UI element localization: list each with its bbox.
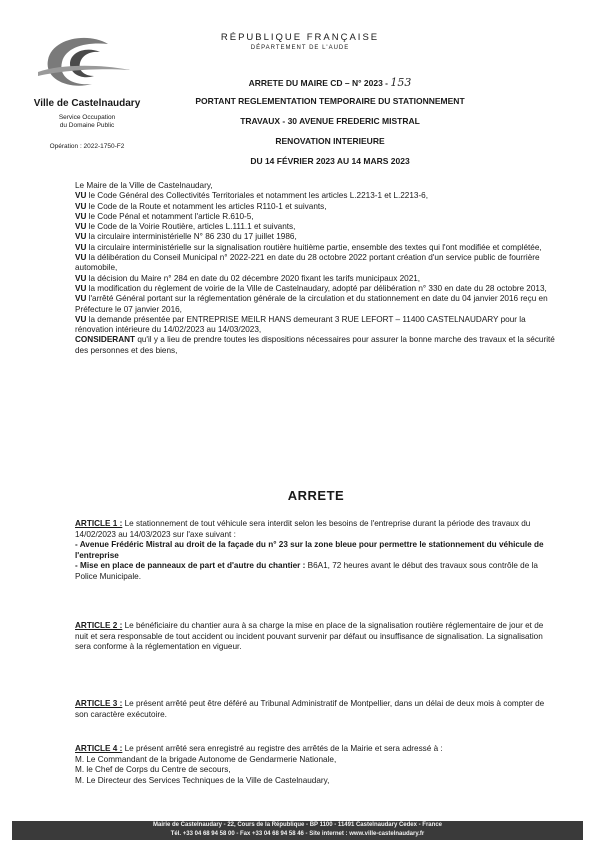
visa-item: VU le Code de la Route et notamment les articles R110-1 et suivants,	[75, 201, 327, 211]
visa-item: VU la demande présentée par ENTREPRISE MEILR HANS demeurant 3 RUE LEFORT – 11400 CASTELNAUDARY pour la rénovation intérieure du 14/02/2023 au 14/03/2023,	[75, 314, 526, 335]
considerant-item: CONSIDERANT qu'il y a lieu de prendre toutes les dispositions nécessaires pour assurer la bonne marche des travaux et la sécurité des personnes et des biens,	[75, 335, 555, 355]
visa-item: VU la délibération du Conseil Municipal n° 2022-221 en date du 28 octobre 2022 portant création d'un service public de fourrière automobile,	[75, 253, 540, 273]
arrete-heading: ARRETE	[287, 488, 345, 503]
arrete-number	[120, 76, 540, 89]
handwritten-number: 153	[390, 76, 412, 89]
article-extra: - Mise en place de panneaux de part et d'autre du chantier : B6A1, 72 heures avant le début des travaux sous contrôle de la Police Municipale.	[75, 561, 538, 581]
recipient-item: M. Le Directeur des Services Techniques de la Ville de Castelnaudary,	[75, 775, 330, 785]
service-line: du Domaine Public	[59, 122, 115, 129]
arrete-number-label: ARRETE DU MAIRE CD – N° 2023 -	[248, 78, 389, 88]
visa-item: VU le Code de la Voirie Routière, articles L.111.1 et suivants,	[75, 222, 296, 232]
footer-address: Mairie de Castelnaudary - 22, Cours de la République - BP 1100 - 11491 Castelnaudary Cedex - France	[152, 822, 442, 828]
article-bold-line: - Avenue Frédéric Mistral au droit de la façade du n° 23 sur la zone bleue pour permettre le stationnement du véhicule de l'entreprise	[75, 540, 544, 560]
service-line: Service Occupation	[58, 114, 116, 121]
visa-item: VU la circulaire interministérielle sur la signalisation routière huitième partie, ensemble des textes qui l'ont modifiée et complétée,	[75, 242, 542, 252]
title-line: RENOVATION INTERIEURE	[275, 136, 385, 146]
visa-item: VU la circulaire interministérielle N° 86 230 du 17 juillet 1986,	[75, 232, 297, 242]
article-1	[75, 519, 557, 582]
departement-heading: DÉPARTEMENT DE L'AUDE	[250, 45, 350, 51]
visa-section	[75, 181, 557, 356]
article-text: Le stationnement de tout véhicule sera interdit selon les besoins de l'entreprise durant la période des travaux du 14/02/2023 au 14/03/2023 sur l'axe suivant :	[75, 519, 531, 539]
visa-item: VU la modification du règlement de voirie de la Ville de Castelnaudary, adopté par délibération n° 330 en date du 28 octobre 2013,	[75, 283, 547, 293]
footer-bar	[12, 821, 583, 840]
footer-contact: Tél. +33 04 68 94 58 00 - Fax +33 04 68 94 58 46 - Site internet : www.ville-castelnaudary.fr	[170, 830, 425, 837]
article-label: ARTICLE 4 :	[75, 744, 123, 753]
visa-item: VU l'arrêté Général portant sur la réglementation générale de la circulation et du stationnement en date du 04 janvier 2016 reçu en Préfecture le 07 janvier 2016,	[75, 294, 548, 314]
visa-item: VU la décision du Maire n° 284 en date du 02 décembre 2020 fixant les tarifs municipaux 2021,	[75, 273, 421, 283]
city-name: Ville de Castelnaudary	[33, 98, 141, 109]
article-label: ARTICLE 1 :	[75, 519, 123, 528]
article-label: ARTICLE 2 :	[75, 621, 123, 630]
title-line: DU 14 FÉVRIER 2023 AU 14 MARS 2023	[250, 156, 410, 166]
article-text: Le présent arrêté sera enregistré au registre des arrêtés de la Mairie et sera adressé à :	[122, 744, 443, 753]
title-line: PORTANT REGLEMENTATION TEMPORAIRE DU STATIONNEMENT	[195, 96, 465, 106]
article-2	[75, 621, 557, 653]
article-4	[75, 744, 557, 786]
article-label: ARTICLE 3 :	[75, 699, 123, 708]
recipient-item: M. le Chef de Corps du Centre de secours,	[75, 765, 231, 774]
recipient-item: M. Le Commandant de la brigade Autonome de Gendarmerie Nationale,	[75, 754, 337, 764]
republique-heading: RÉPUBLIQUE FRANÇAISE	[220, 32, 380, 43]
visa-item: VU le Code Général des Collectivités Territoriales et notamment les articles L.2213-1 et L.2213-6,	[75, 191, 428, 201]
article-3	[75, 699, 557, 720]
visa-item: VU le Code Pénal et notamment l'article R.610-5,	[75, 211, 254, 221]
intro-text: Le Maire de la Ville de Castelnaudary,	[75, 181, 213, 190]
article-text: Le bénéficiaire du chantier aura à sa charge la mise en place de la signalisation routière réglementaire de jour et de nuit et sera responsable de tout accident ou incident pouvant survenir par défaut ou insuffisance de signalisation. La signalisation sera conforme à la réglementation en vigueur.	[75, 621, 544, 651]
title-line: TRAVAUX - 30 AVENUE FREDERIC MISTRAL	[240, 116, 420, 126]
operation-number: Opération : 2022-1750-F2	[49, 143, 125, 150]
article-text: Le présent arrêté peut être déféré au Tribunal Administratif de Montpellier, dans un délai de deux mois à compter de son caractère exécutoire.	[75, 699, 545, 719]
